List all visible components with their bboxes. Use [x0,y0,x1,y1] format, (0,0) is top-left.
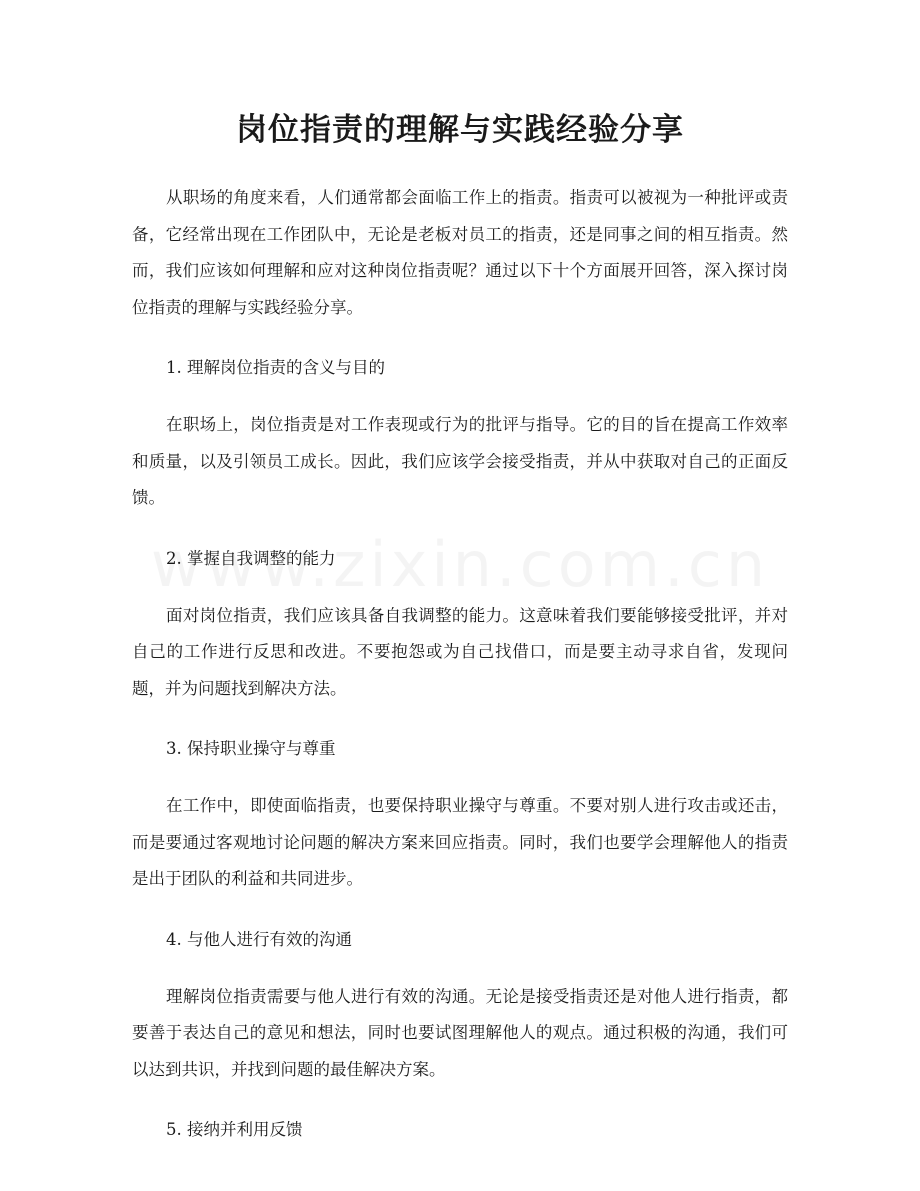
section-heading-2: 2. 掌握自我调整的能力 [166,548,336,568]
section-paragraph-1: 在职场上，岗位指责是对工作表现或行为的批评与指导。它的目的旨在提高工作效率和质量，以及引领员工成长。因此，我们应该学会接受指责，并从中获取对自己的正面反馈。 [132,415,788,507]
section-paragraph-3: 在工作中，即使面临指责，也要保持职业操守与尊重。不要对别人进行攻击或还击，而是要通过客观地讨论问题的解决方案来回应指责。同时，我们也要学会理解他人的指责是出于团队的利益和共同进步。 [132,796,788,888]
document-body [132,180,788,1169]
section-paragraph-2: 面对岗位指责，我们应该具备自我调整的能力。这意味着我们要能够接受批评，并对自己的工作进行反思和改进。不要抱怨或为自己找借口，而是要主动寻求自省，发现问题，并为问题找到解决方法。 [132,605,788,698]
document-title: 岗位指责的理解与实践经验分享 [236,112,684,148]
section-heading-1: 1. 理解岗位指责的含义与目的 [166,358,385,377]
section-heading-4: 4. 与他人进行有效的沟通 [166,929,352,949]
intro-paragraph: 从职场的角度来看，人们通常都会面临工作上的指责。指责可以被视为一种批评或责备，它经常出现在工作团队中，无论是老板对员工的指责，还是同事之间的相互指责。然而，我们应该如何理解和应对这种岗位指责呢？通过以下十个方面展开回答，深入探讨岗位指责的理解与实践经验分享。 [132,188,788,317]
section-heading-3: 3. 保持职业操守与尊重 [166,739,336,758]
section-paragraph-4: 理解岗位指责需要与他人进行有效的沟通。无论是接受指责还是对他人进行指责，都要善于表达自己的意见和想法，同时也要试图理解他人的观点。通过积极的沟通，我们可以达到共识，并找到问题的最佳解决方案。 [132,986,788,1079]
section-heading-5: 5. 接纳并利用反馈 [166,1120,303,1139]
